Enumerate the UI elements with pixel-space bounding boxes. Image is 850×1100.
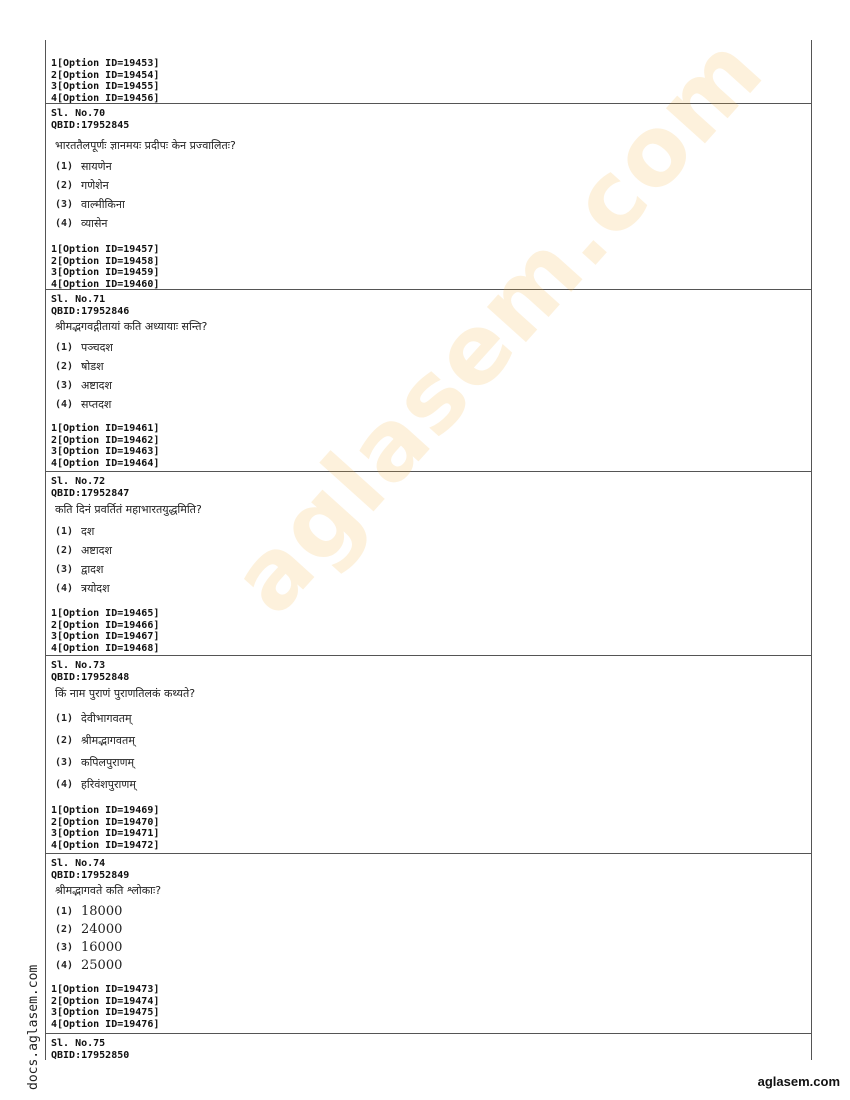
serial-number: Sl. No.71: [51, 294, 106, 305]
question-text: कति दिनं प्रवर्तितं महाभारतयुद्धमिति?: [55, 503, 202, 516]
watermark: aglasem.com: [210, 13, 785, 635]
option-text: द्वादश: [81, 563, 104, 576]
option-3: [46, 195, 811, 214]
option-number: (4): [55, 778, 74, 790]
qbid: QBID:17952850: [51, 1049, 130, 1061]
option-2: [46, 920, 811, 938]
option-number: (1): [55, 342, 74, 353]
option-1: [46, 707, 811, 729]
serial-number: Sl. No.73: [51, 660, 106, 671]
option-number: (1): [55, 712, 74, 724]
option-number: (2): [55, 180, 74, 191]
option-number: (3): [55, 756, 74, 768]
option-4: [46, 214, 811, 233]
option-1: [46, 902, 811, 920]
option-id: 3[Option ID=19455]: [51, 81, 160, 92]
option-id: 1[Option ID=19473]: [51, 984, 160, 995]
option-number: (4): [55, 399, 74, 410]
option-text: 24000: [81, 921, 123, 937]
option-text: व्यासेन: [81, 217, 108, 230]
serial-number: Sl. No.72: [51, 476, 106, 487]
option-number: (1): [55, 526, 74, 537]
option-4: [46, 579, 811, 598]
qbid: QBID:17952847: [51, 487, 130, 499]
qbid: QBID:17952846: [51, 305, 130, 317]
option-3: [46, 560, 811, 579]
serial-number: Sl. No.74: [51, 858, 106, 869]
option-text: अष्टादश: [81, 379, 112, 392]
option-ids: [46, 423, 159, 469]
option-3: [46, 751, 811, 773]
option-id: 3[Option ID=19475]: [51, 1007, 160, 1018]
footer-brand: aglasem.com: [757, 1074, 840, 1089]
qbid: QBID:17952848: [51, 671, 130, 683]
option-text: सप्तदश: [81, 398, 112, 411]
option-text: अष्टादश: [81, 544, 112, 557]
option-ids: [46, 805, 159, 851]
option-text: दश: [81, 525, 95, 538]
option-id: 4[Option ID=19476]: [51, 1018, 160, 1030]
option-id: 2[Option ID=19454]: [51, 69, 160, 81]
option-id: 1[Option ID=19453]: [51, 58, 160, 69]
option-number: (4): [55, 959, 74, 971]
option-id: 1[Option ID=19469]: [51, 805, 160, 816]
option-id: 4[Option ID=19456]: [51, 92, 160, 104]
option-number: (4): [55, 583, 74, 594]
option-number: (1): [55, 161, 74, 172]
option-id: 4[Option ID=19472]: [51, 839, 160, 851]
option-ids: [46, 244, 159, 290]
option-text: गणेशेन: [81, 179, 109, 192]
option-2: [46, 729, 811, 751]
option-number: (3): [55, 564, 74, 575]
question-text: श्रीमद्भगवद्गीतायां कति अध्यायाः सन्ति?: [55, 320, 208, 333]
option-id: 4[Option ID=19460]: [51, 278, 160, 290]
option-number: (2): [55, 923, 74, 935]
option-text: 16000: [81, 939, 123, 955]
option-text: त्रयोदश: [81, 582, 110, 595]
question-block-73: [46, 655, 811, 854]
option-text: पञ्चदश: [81, 341, 113, 354]
option-text: वाल्मीकिना: [81, 198, 125, 211]
question-paper-frame: [45, 40, 812, 1060]
question-block-75: [46, 1033, 811, 1061]
option-id: 2[Option ID=19470]: [51, 816, 160, 828]
option-id: 4[Option ID=19464]: [51, 457, 160, 469]
option-id: 2[Option ID=19458]: [51, 255, 160, 267]
option-number: (1): [55, 905, 74, 917]
option-number: (3): [55, 380, 74, 391]
option-id: 1[Option ID=19457]: [51, 244, 160, 255]
option-text: सायणेन: [81, 160, 112, 173]
option-3: [46, 938, 811, 956]
option-id: 1[Option ID=19465]: [51, 608, 160, 619]
option-1: [46, 522, 811, 541]
option-id: 3[Option ID=19463]: [51, 446, 160, 457]
option-text: 18000: [81, 903, 123, 919]
option-text: देवीभागवतम्: [81, 711, 132, 725]
option-id: 3[Option ID=19471]: [51, 828, 160, 839]
option-ids: [46, 608, 159, 654]
question-block-72: [46, 471, 811, 656]
serial-number: Sl. No.70: [51, 108, 106, 119]
option-id: 3[Option ID=19467]: [51, 631, 160, 642]
qbid: QBID:17952849: [51, 869, 130, 881]
option-id: 4[Option ID=19468]: [51, 642, 160, 654]
question-text: श्रीमद्भागवते कति श्लोकाः?: [55, 884, 162, 897]
serial-number: Sl. No.75: [51, 1038, 106, 1049]
option-text: 25000: [81, 957, 123, 973]
option-text: कपिलपुराणम्: [81, 755, 135, 769]
option-id: 2[Option ID=19462]: [51, 434, 160, 446]
option-text: हरिवंशपुराणम्: [81, 777, 136, 791]
option-id: 1[Option ID=19461]: [51, 423, 160, 434]
option-number: (3): [55, 199, 74, 210]
question-text: किं नाम पुराणं पुराणतिलकं कथ्यते?: [55, 687, 196, 700]
option-ids: [46, 984, 159, 1030]
option-2: [46, 541, 811, 560]
option-number: (3): [55, 941, 74, 953]
option-id: 2[Option ID=19474]: [51, 995, 160, 1007]
option-id: 2[Option ID=19466]: [51, 619, 160, 631]
option-id: 3[Option ID=19459]: [51, 267, 160, 278]
side-url-label: docs.aglasem.com: [26, 964, 41, 1090]
qbid: QBID:17952845: [51, 119, 130, 131]
option-text: श्रीमद्भागवतम्: [81, 733, 135, 747]
question-text: भारततैलपूर्णः ज्ञानमयः प्रदीपः केन प्रज्वालितः?: [55, 139, 236, 152]
option-4: [46, 773, 811, 795]
option-number: (2): [55, 545, 74, 556]
option-number: (2): [55, 361, 74, 372]
option-number: (2): [55, 734, 74, 746]
option-text: षोडश: [81, 360, 104, 373]
option-number: (4): [55, 218, 74, 229]
option-4: [46, 956, 811, 974]
question-block-74: [46, 853, 811, 1034]
